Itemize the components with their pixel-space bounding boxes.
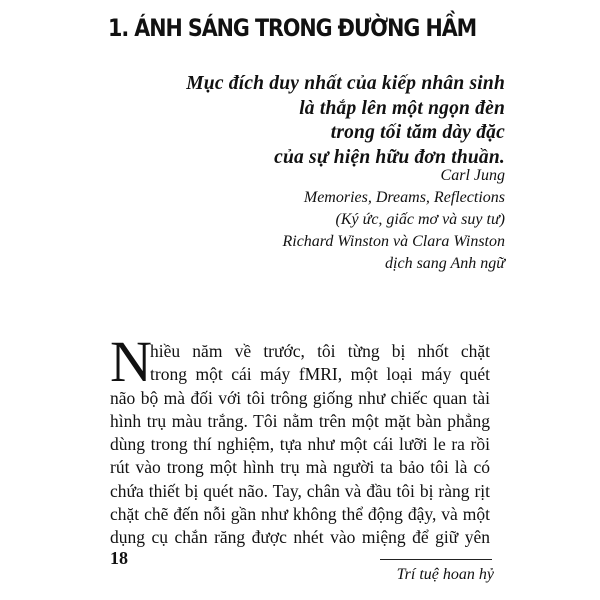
epigraph-quote <box>186 72 505 171</box>
body-line: dùng trong thí nghiệm, tựa như một cái lưỡi le ra rồi <box>110 434 490 455</box>
footer-divider <box>380 559 492 560</box>
attribution-author: Carl Jung <box>440 167 505 184</box>
body-line: chặt chẽ đến nỗi gần như không thể động đậy, và một <box>110 504 490 525</box>
body-paragraph <box>110 340 490 550</box>
drop-cap: N <box>110 329 152 394</box>
chapter-title: 1. ÁNH SÁNG TRONG ĐƯỜNG HẦM <box>108 14 477 42</box>
body-line: chứa thiết bị quét não. Tay, chân và đầu tôi bị ràng rịt <box>110 480 490 501</box>
attribution-book-title: Memories, Dreams, Reflections <box>303 189 505 206</box>
page-number: 18 <box>110 548 128 568</box>
body-line: hiều năm về trước, tôi từng bị nhốt chặt <box>150 341 490 361</box>
body-line: rút vào trong một hình trụ mà người ta bảo tôi là có <box>110 457 490 478</box>
attribution-translators: Richard Winston và Clara Winston <box>282 233 505 250</box>
attribution-translated-title: (Ký ức, giấc mơ và suy tư) <box>335 211 505 228</box>
epigraph-line: của sự hiện hữu đơn thuần. <box>274 147 505 169</box>
epigraph-line: là thắp lên một ngọn đèn <box>299 97 505 119</box>
body-line: trong một cái máy fMRI, một loại máy quét <box>150 364 490 385</box>
body-line: dụng cụ chắn răng được nhét vào miệng để giữ yên <box>110 527 490 548</box>
running-title: Trí tuệ hoan hỷ <box>396 566 494 583</box>
attribution-translation-note: dịch sang Anh ngữ <box>385 255 505 272</box>
body-line: hình trụ màu trắng. Tôi nằm trên một mặt bàn phẳng <box>110 410 490 431</box>
body-line: não bộ mà đối với tôi trông giống như chiếc quan tài <box>110 387 490 408</box>
epigraph-line: trong tối tăm dày đặc <box>330 122 505 144</box>
epigraph-attribution <box>282 165 505 275</box>
epigraph-line: Mục đích duy nhất của kiếp nhân sinh <box>186 73 505 94</box>
